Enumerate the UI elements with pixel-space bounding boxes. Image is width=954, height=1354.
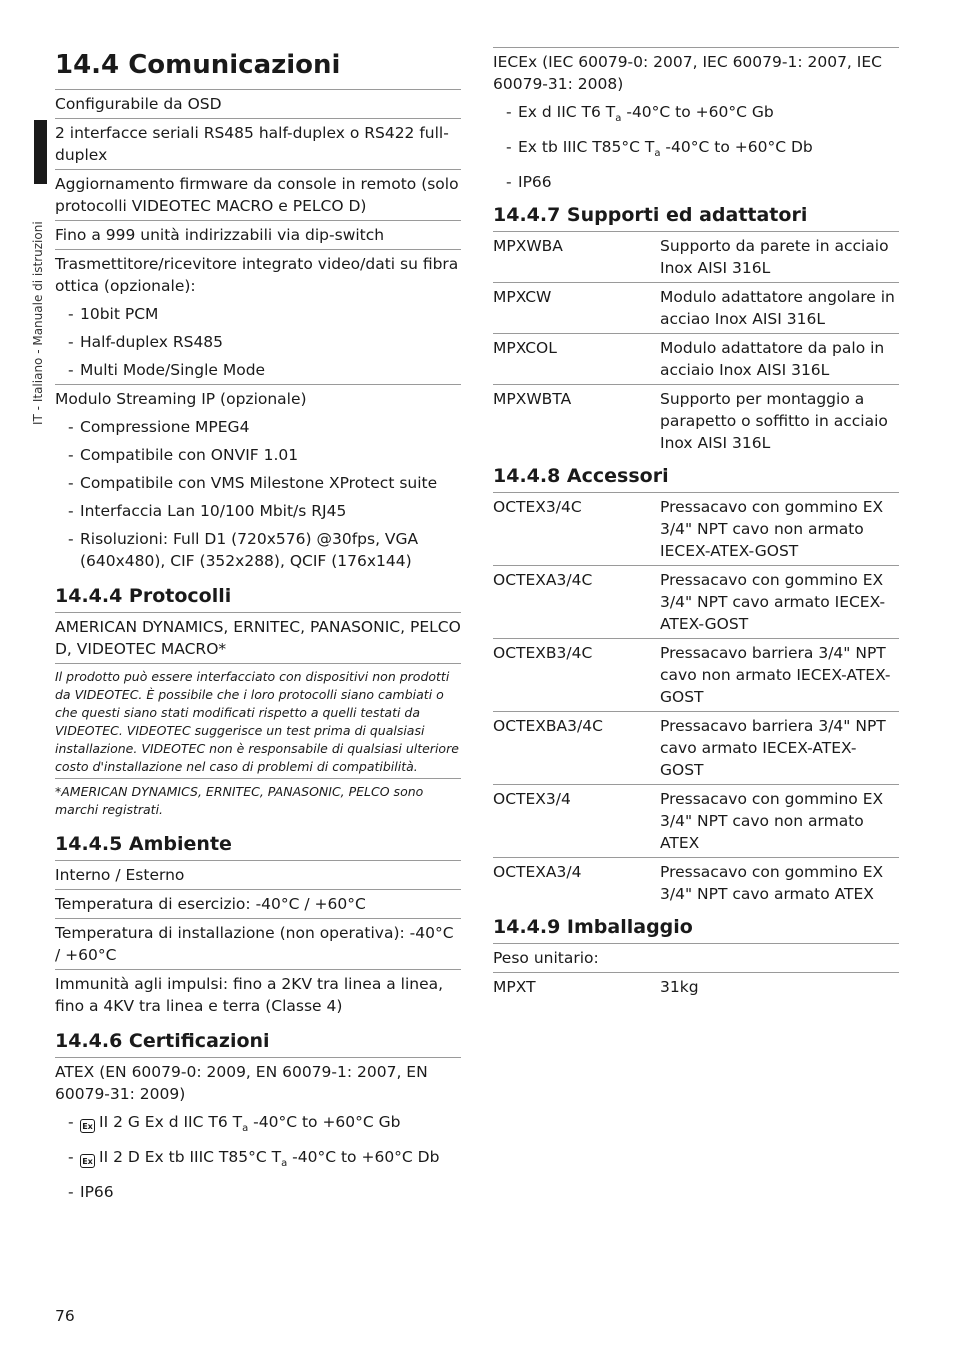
list-item: - Compatibile con ONVIF 1.01 <box>55 441 461 469</box>
comm-row: 2 interfacce seriali RS485 half-duplex o RS422 full-duplex <box>55 119 461 170</box>
environment-row: Temperatura di esercizio: -40°C / +60°C <box>55 890 461 919</box>
table-row: MPXWBA Supporto da parete in acciaio Inox AISI 316L <box>493 232 899 283</box>
cert-item: - IP66 <box>493 168 899 196</box>
section-heading-packaging: 14.4.9 Imballaggio <box>493 914 899 944</box>
comm-row: Trasmettitore/ricevitore integrato video/dati su fibra ottica (opzionale): <box>55 255 459 295</box>
section-heading-supports: 14.4.7 Supporti ed adattatori <box>493 202 899 232</box>
cert-item: - Ex d IIC T6 $T_a$ -40°C to +60°C Gb <box>493 98 899 133</box>
cert-item: - Ex II 2 G Ex d IIC T6 $T_a$ -40°C to +60°C Gb <box>55 1108 461 1143</box>
table-row: OCTEX3/4 Pressacavo con gommino EX 3/4" NPT cavo non armato ATEX <box>493 785 899 858</box>
table-row: MPXCW Modulo adattatore angolare in acciao Inox AISI 316L <box>493 283 899 334</box>
table-row: OCTEX3/4C Pressacavo con gommino EX 3/4" NPT cavo non armato IECEX-ATEX-GOST <box>493 493 899 566</box>
comm-row: Configurabile da OSD <box>55 89 461 119</box>
list-item: - Compressione MPEG4 <box>55 413 461 441</box>
comm-row: Aggiornamento firmware da console in remoto (solo protocolli VIDEOTEC MACRO e PELCO D) <box>55 170 461 221</box>
accessories-table <box>493 493 899 908</box>
protocols-list: AMERICAN DYNAMICS, ERNITEC, PANASONIC, PELCO D, VIDEOTEC MACRO* <box>55 613 461 664</box>
table-row: OCTEXA3/4 Pressacavo con gommino EX 3/4" NPT cavo armato ATEX <box>493 863 884 904</box>
section-heading-accessories: 14.4.8 Accessori <box>493 463 899 493</box>
streaming-list <box>55 413 461 575</box>
page-number: 76 <box>55 1307 75 1325</box>
table-row: OCTEXA3/4C Pressacavo con gommino EX 3/4" NPT cavo armato IECEX-ATEX-GOST <box>493 566 899 639</box>
list-item: - 10bit PCM <box>55 300 461 328</box>
protocols-note: Il prodotto può essere interfacciato con dispositivi non prodotti da VIDEOTEC. È possibile che i loro protocolli siano cambiati o che questi siano stati modificati rispetto a quelli testati da VIDEOTEC. VIDEOTEC suggerisce un test prima di qualsiasi installazione. VIDEOTEC non è responsabile di qualsiasi ulteriore costo d'installazione nel caso di problemi di compatibilità. <box>55 664 461 779</box>
table-row: MPXCOL Modulo adattatore da palo in acciaio Inox AISI 316L <box>493 334 899 385</box>
list-item: - Compatibile con VMS Milestone XProtect suite <box>55 469 461 497</box>
cert-item: - IP66 <box>55 1178 461 1206</box>
list-item: - Half-duplex RS485 <box>55 328 461 356</box>
table-row: MPXWBTA Supporto per montaggio a parapetto o soffitto in acciaio Inox AISI 316L <box>493 390 888 453</box>
ex-atex-icon: Ex <box>80 1119 95 1133</box>
cert-item: - Ex II 2 D Ex tb IIIC T85°C $T_a$ -40°C to +60°C Db <box>55 1143 461 1178</box>
list-item: - Multi Mode/Single Mode <box>55 356 461 384</box>
environment-row: Interno / Esterno <box>55 861 461 890</box>
right-column <box>493 47 899 1001</box>
environment-row: Immunità agli impulsi: fino a 2KV tra linea a linea, fino a 4KV tra linea e terra (Classe 4) <box>55 975 444 1015</box>
list-item: - Risoluzioni: Full D1 (720x576) @30fps, VGA (640x480), CIF (352x288), QCIF (176x144) <box>55 525 461 575</box>
supports-table <box>493 232 899 457</box>
packaging-table <box>493 973 899 1001</box>
sidebar-language-label: IT - Italiano - Manuale di istruzioni <box>31 221 45 425</box>
packaging-label: Peso unitario: <box>493 944 899 973</box>
ex-atex-icon: Ex <box>80 1154 95 1168</box>
page-title: 14.4 Comunicazioni <box>55 50 341 80</box>
section-heading-certifications: 14.4.6 Certificazioni <box>55 1028 461 1058</box>
comm-row: Fino a 999 unità indirizzabili via dip-switch <box>55 221 461 250</box>
left-column <box>55 89 461 1206</box>
streaming-row: Modulo Streaming IP (opzionale) <box>55 390 307 408</box>
list-item: - Interfaccia Lan 10/100 Mbit/s RJ45 <box>55 497 461 525</box>
fiber-list <box>55 300 461 385</box>
cert-item: - Ex tb IIIC T85°C $T_a$ -40°C to +60°C Db <box>493 133 899 168</box>
trademark-note: *AMERICAN DYNAMICS, ERNITEC, PANASONIC, PELCO sono marchi registrati. <box>55 784 424 817</box>
table-row: OCTEXBA3/4C Pressacavo barriera 3/4" NPT cavo armato IECEX-ATEX-GOST <box>493 712 899 785</box>
table-row: OCTEXB3/4C Pressacavo barriera 3/4" NPT cavo non armato IECEX-ATEX-GOST <box>493 639 899 712</box>
section-heading-environment: 14.4.5 Ambiente <box>55 831 461 861</box>
atex-row: ATEX (EN 60079-0: 2009, EN 60079-1: 2007, EN 60079-31: 2009) <box>55 1063 428 1103</box>
section-heading-protocols: 14.4.4 Protocolli <box>55 583 461 613</box>
iecex-row: IECEx (IEC 60079-0: 2007, IEC 60079-1: 2007, IEC 60079-31: 2008) <box>493 47 899 98</box>
environment-row: Temperatura di installazione (non operativa): -40°C / +60°C <box>55 919 461 970</box>
table-row: MPXT 31kg <box>493 978 699 997</box>
